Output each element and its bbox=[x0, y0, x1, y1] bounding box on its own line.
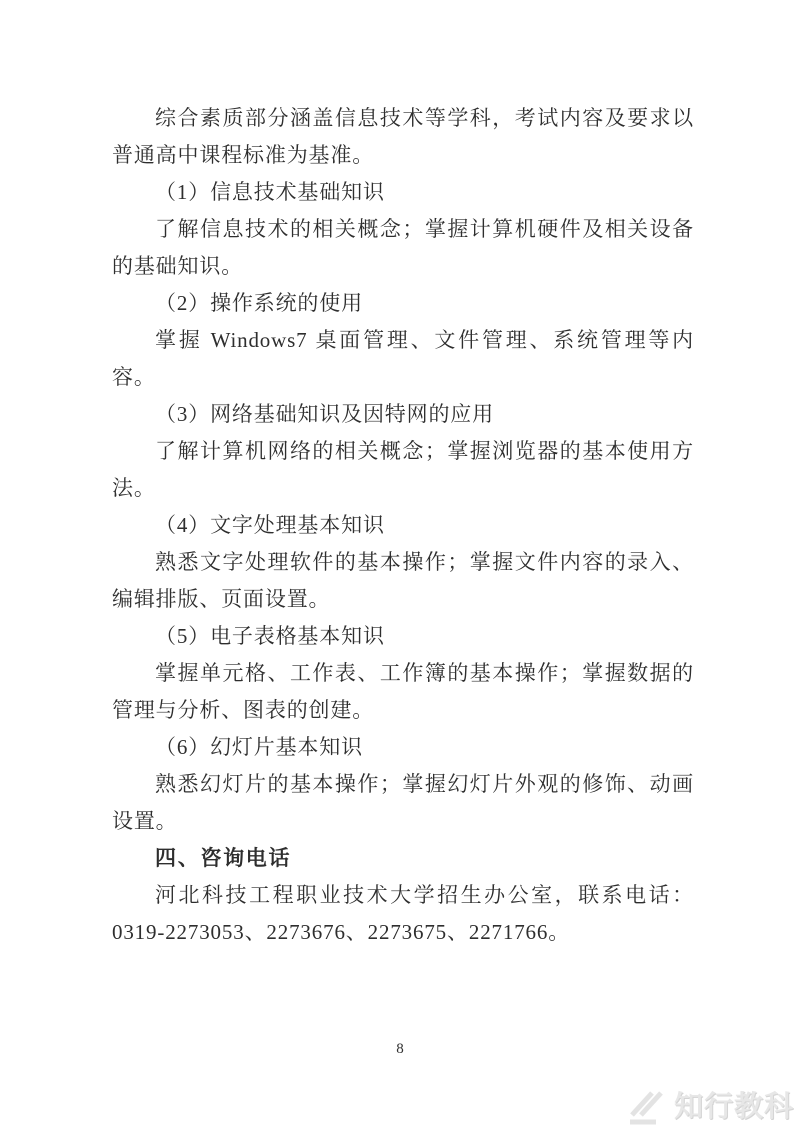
paragraph: 了解信息技术的相关概念；掌握计算机硬件及相关设备的基础知识。 bbox=[112, 217, 694, 278]
paragraph: （4）文字处理基本知识 bbox=[155, 513, 385, 537]
double-slash-underline-logo-icon bbox=[625, 1087, 671, 1127]
paragraph: 河北科技工程职业技术大学招生办公室，联系电话：0319-2273053、2273676、2273675、2271766。 bbox=[112, 883, 694, 944]
paragraph: 熟悉文字处理软件的基本操作；掌握文件内容的录入、编辑排版、页面设置。 bbox=[112, 550, 694, 611]
paragraph: 掌握单元格、工作表、工作簿的基本操作；掌握数据的管理与分析、图表的创建。 bbox=[112, 661, 694, 722]
paragraph: 综合素质部分涵盖信息技术等学科，考试内容及要求以普通高中课程标准为基准。 bbox=[112, 106, 694, 167]
document-body bbox=[112, 100, 694, 951]
paragraph: （6）幻灯片基本知识 bbox=[155, 735, 363, 759]
watermark bbox=[625, 1087, 794, 1127]
watermark-text: 知行教科 bbox=[673, 1090, 794, 1123]
paragraph: （2）操作系统的使用 bbox=[155, 291, 363, 315]
paragraph: 掌握 Windows7 桌面管理、文件管理、系统管理等内容。 bbox=[112, 328, 694, 389]
paragraph: 了解计算机网络的相关概念；掌握浏览器的基本使用方法。 bbox=[112, 439, 694, 500]
paragraph: （1）信息技术基础知识 bbox=[155, 180, 385, 204]
paragraph: （3）网络基础知识及因特网的应用 bbox=[155, 402, 494, 426]
page-number: 8 bbox=[396, 1041, 404, 1057]
paragraph: （5）电子表格基本知识 bbox=[155, 624, 385, 648]
section-heading: 四、咨询电话 bbox=[155, 847, 292, 870]
paragraph: 熟悉幻灯片的基本操作；掌握幻灯片外观的修饰、动画设置。 bbox=[112, 772, 694, 833]
